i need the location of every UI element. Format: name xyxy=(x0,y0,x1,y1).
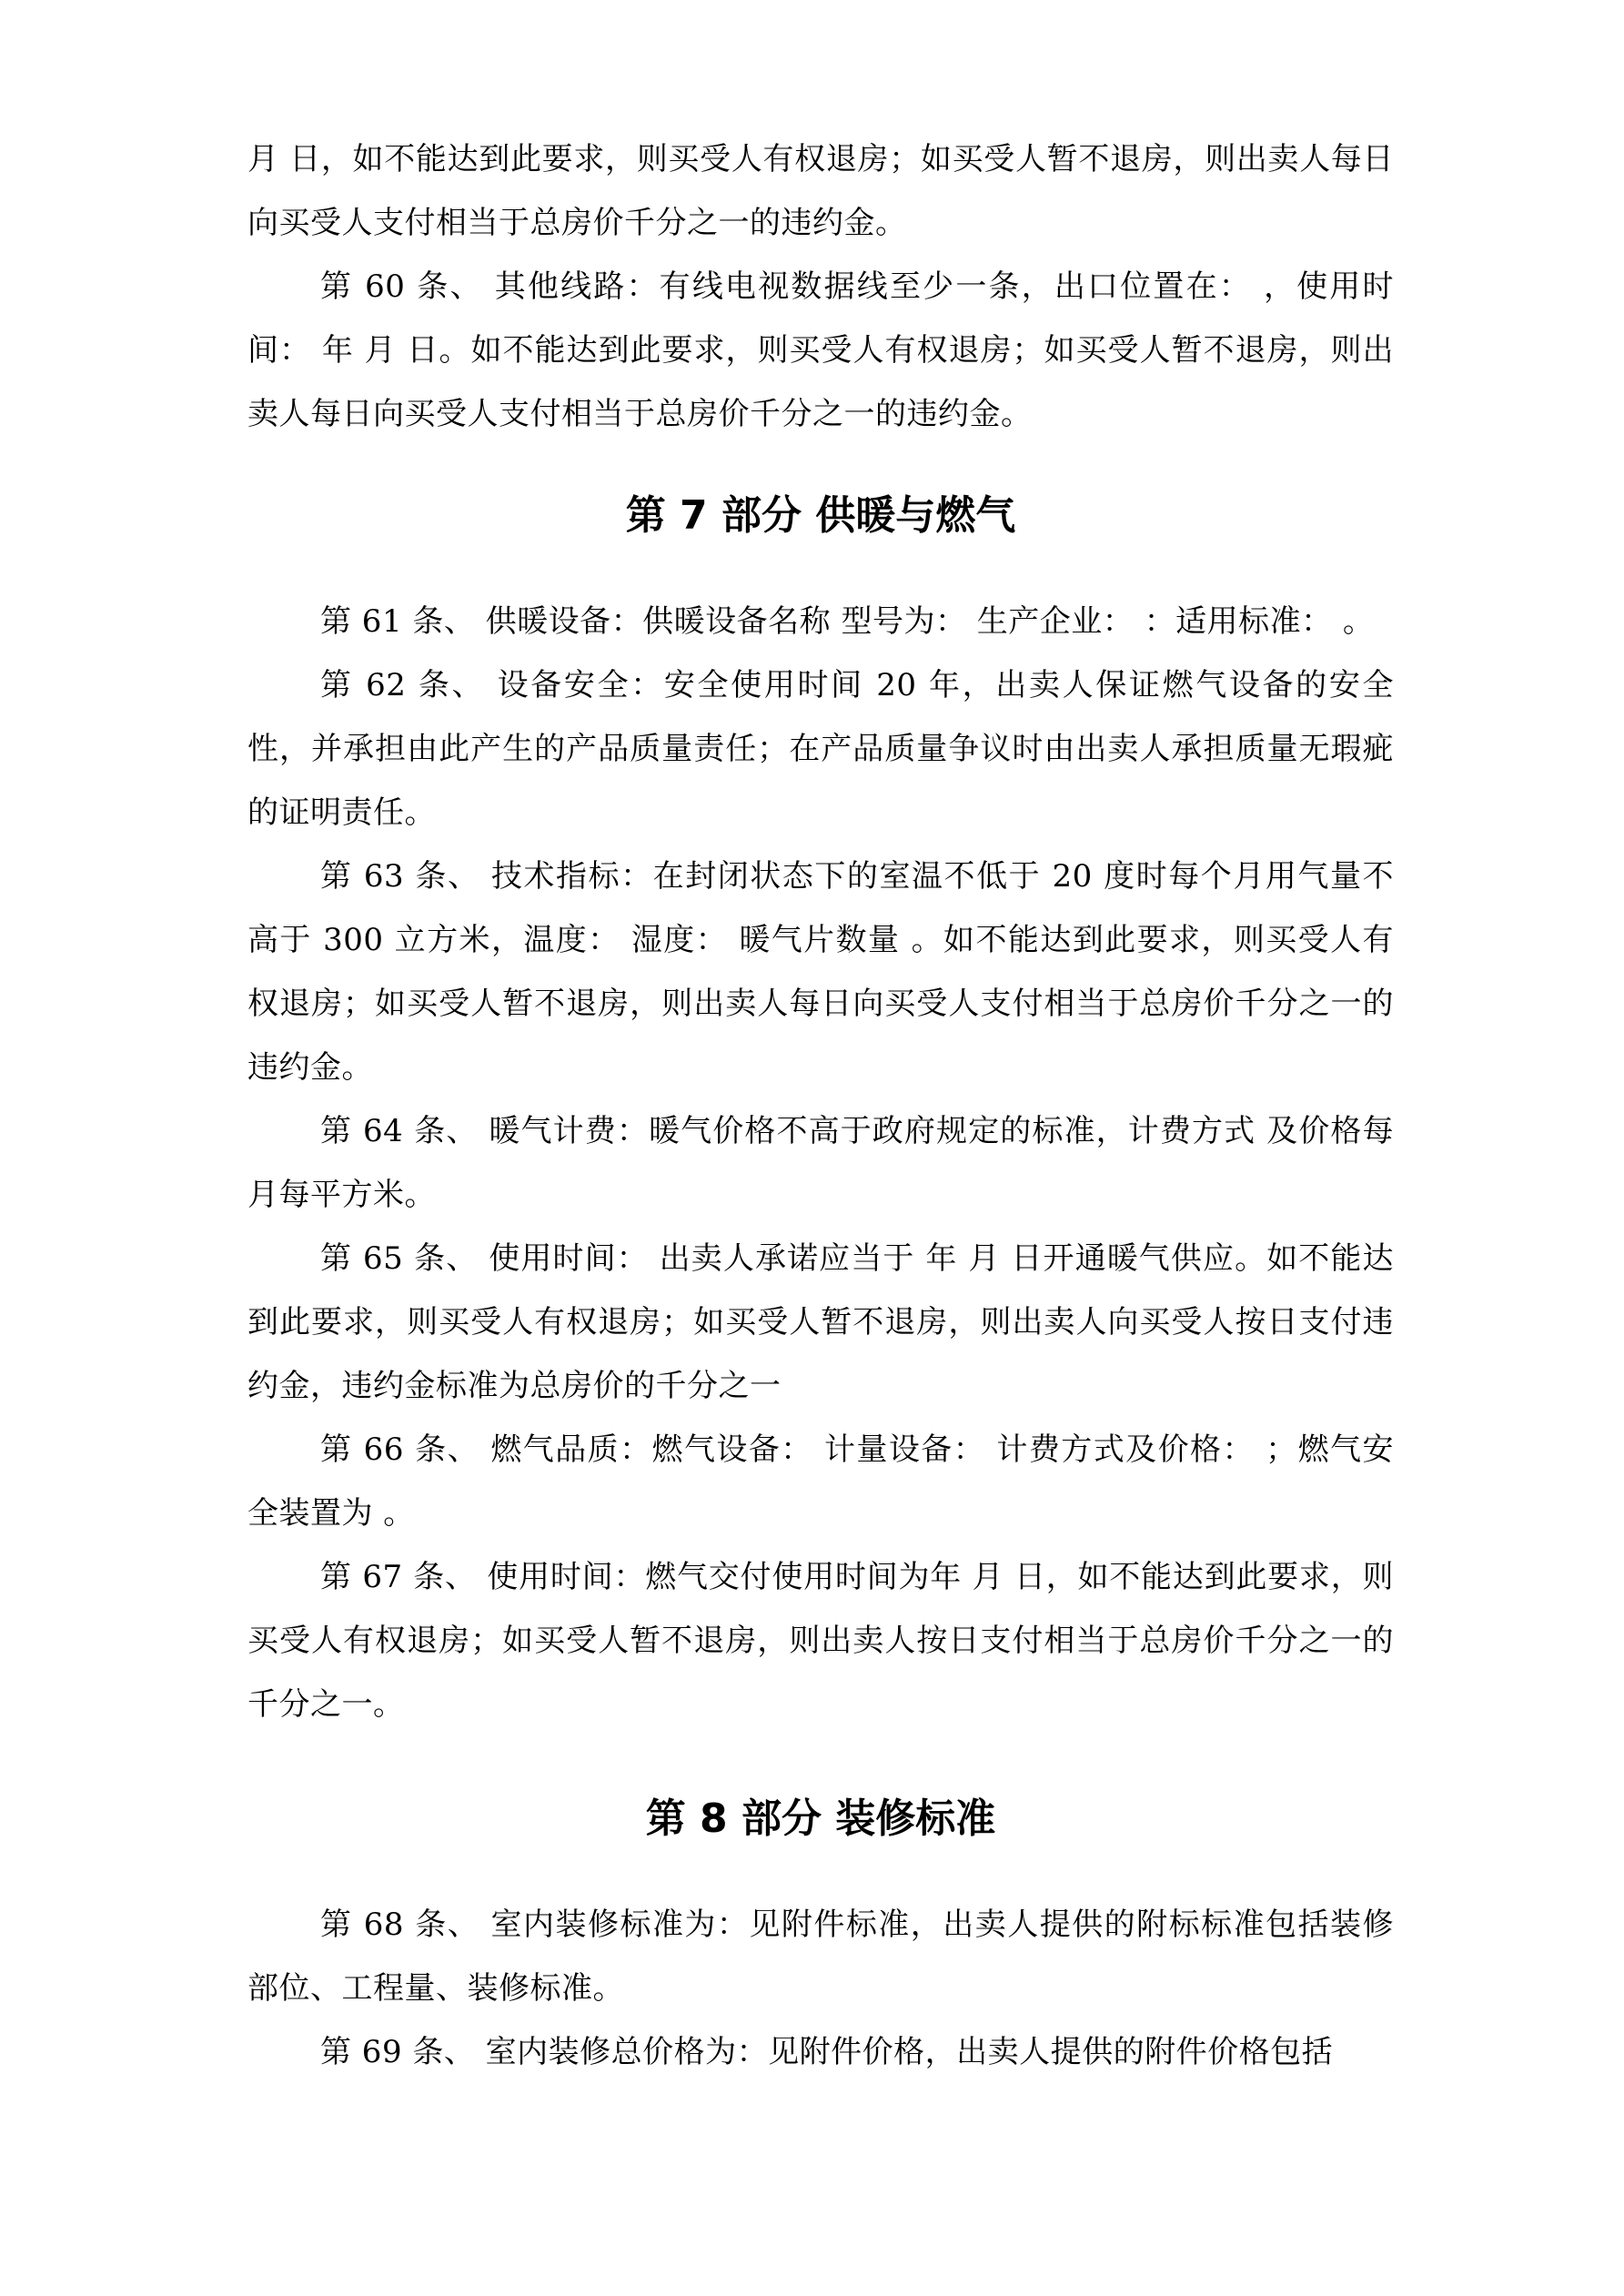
paragraph-text: 月 日，如不能达到此要求，则买受人有权退房；如买受人暂不退房，则出卖人每日向买受人支付相当于总房价千分之一的违约金。 xyxy=(247,141,1394,241)
article-65 xyxy=(247,1227,1394,1418)
article-66-text: 第 66 条、 燃气品质：燃气设备： 计量设备： 计费方式及价格： ；燃气安全装置为 。 xyxy=(247,1431,1394,1532)
article-63 xyxy=(247,845,1394,1099)
document-page xyxy=(247,127,1394,2084)
article-69-text: 第 69 条、 室内装修总价格为：见附件价格，出卖人提供的附件价格包括 xyxy=(320,2034,1334,2070)
article-64 xyxy=(247,1099,1394,1227)
part-8-heading: 第 8 部分 装修标准 xyxy=(645,1795,996,1842)
article-61 xyxy=(247,590,1394,653)
article-62 xyxy=(247,653,1394,845)
article-68-text: 第 68 条、 室内装修标准为：见附件标准，出卖人提供的附标标准包括装修部位、工程量、装修标准。 xyxy=(247,1907,1394,2007)
article-67 xyxy=(247,1545,1394,1736)
part-7-heading: 第 7 部分 供暖与燃气 xyxy=(625,492,1016,539)
paragraph-continuation xyxy=(247,127,1394,255)
article-65-text: 第 65 条、 使用时间： 出卖人承诺应当于 年 月 日开通暖气供应。如不能达到此要求，则买受人有权退房；如买受人暂不退房，则出卖人向买受人按日支付违约金，违约金标准为总房价的千分之一 xyxy=(247,1240,1394,1404)
article-60-text: 第 60 条、 其他线路：有线电视数据线至少一条，出口位置在： ，使用时间： 年 月 日。如不能达到此要求，则买受人有权退房；如买受人暂不退房，则出卖人每日向买受人支付相当于总房价千分之一的违约金。 xyxy=(247,268,1394,432)
article-62-text: 第 62 条、 设备安全：安全使用时间 20 年，出卖人保证燃气设备的安全性，并承担由此产生的产品质量责任；在产品质量争议时由出卖人承担质量无瑕疵的证明责任。 xyxy=(247,667,1394,831)
article-60 xyxy=(247,255,1394,446)
article-68 xyxy=(247,1893,1394,2020)
article-66 xyxy=(247,1418,1394,1545)
article-69 xyxy=(247,2020,1394,2084)
article-64-text: 第 64 条、 暖气计费：暖气价格不高于政府规定的标准，计费方式 及价格每月每平方米。 xyxy=(247,1113,1394,1213)
article-63-text: 第 63 条、 技术指标：在封闭状态下的室温不低于 20 度时每个月用气量不高于 300 立方米，温度： 湿度： 暖气片数量 。如不能达到此要求，则买受人有权退房；如买受人暂不退房，则出卖人每日向买受人支付相当于总房价千分之一的违约金。 xyxy=(247,858,1394,1086)
article-61-text: 第 61 条、 供暖设备：供暖设备名称 型号为： 生产企业： ：适用标准： 。 xyxy=(320,603,1375,640)
article-67-text: 第 67 条、 使用时间：燃气交付使用时间为年 月 日，如不能达到此要求，则买受人有权退房；如买受人暂不退房，则出卖人按日支付相当于总房价千分之一的千分之一。 xyxy=(247,1559,1394,1723)
